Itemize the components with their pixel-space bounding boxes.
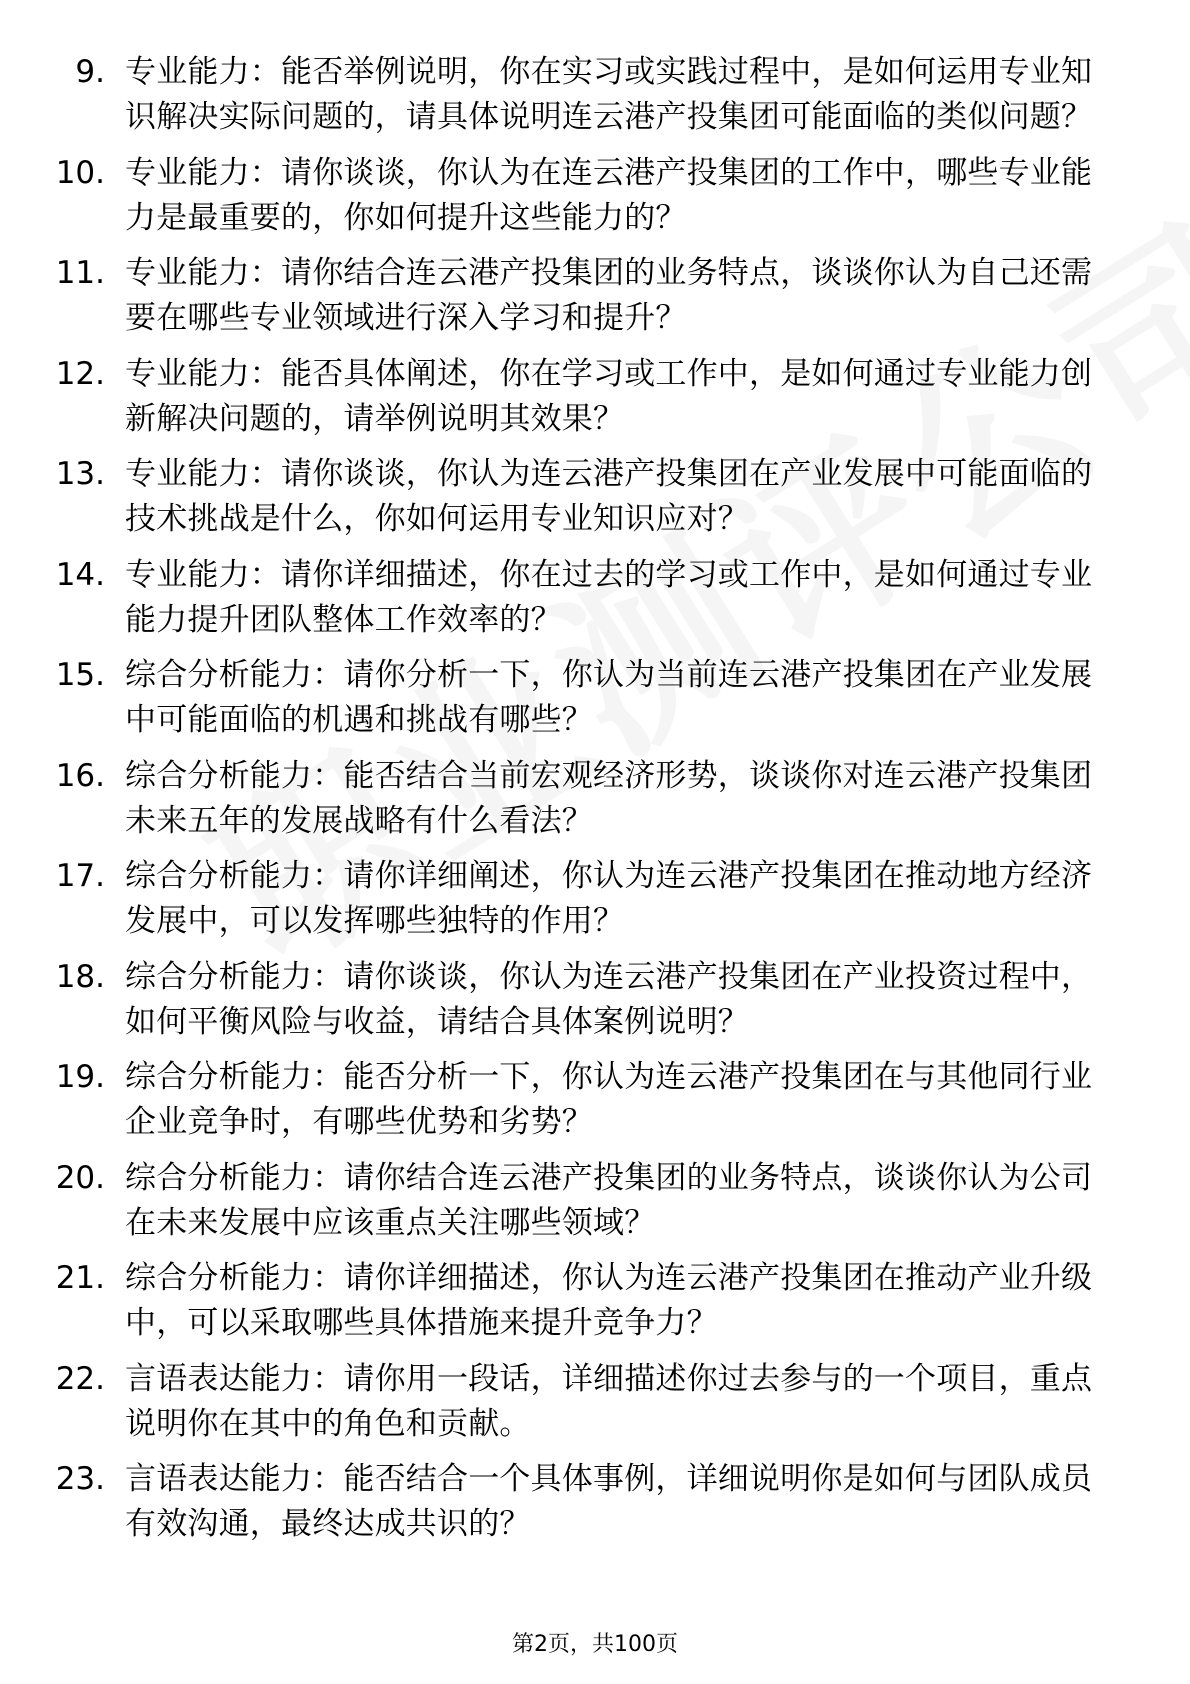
question-text: 综合分析能力：请你谈谈，你认为连云港产投集团在产业投资过程中，如何平衡风险与收益，请结合具体案例说明？ [125,958,1093,1040]
question-number: 10. [55,154,105,191]
question-text: 言语表达能力：能否结合一个具体事例，详细说明你是如何与团队成员有效沟通，最终达成共识的？ [125,1461,1093,1542]
question-item [0,1357,1190,1458]
question-text: 专业能力：请你谈谈，你认为连云港产投集团在产业发展中可能面临的技术挑战是什么，你如何运用专业知识应对？ [125,456,1093,537]
question-number: 20. [55,1159,105,1196]
question-text: 综合分析能力：请你分析一下，你认为当前连云港产投集团在产业发展中可能面临的机遇和挑战有哪些？ [125,657,1093,738]
question-item [0,1457,1190,1558]
question-number: 11. [55,255,105,291]
question-item [0,653,1190,754]
question-number: 14. [55,556,105,593]
question-text: 综合分析能力：请你详细描述，你认为连云港产投集团在推动产业升级中，可以采取哪些具体措施来提升竞争力？ [125,1260,1093,1341]
question-number: 19. [55,1059,105,1095]
page-footer [0,1630,1190,1660]
question-text: 专业能力：能否举例说明，你在实习或实践过程中，是如何运用专业知识解决实际问题的，请具体说明连云港产投集团可能面临的类似问题？ [125,54,1093,135]
question-number: 12. [55,355,105,392]
question-item [0,1156,1190,1257]
question-item [0,50,1190,151]
question-item [0,1055,1190,1156]
question-number: 21. [55,1260,105,1296]
question-text: 综合分析能力：请你结合连云港产投集团的业务特点，谈谈你认为公司在未来发展中应该重点关注哪些领域？ [125,1159,1093,1241]
question-item [0,251,1190,352]
question-item [0,754,1190,855]
question-item [0,1256,1190,1357]
question-number: 15. [55,657,105,693]
question-item [0,955,1190,1056]
question-text: 综合分析能力：能否结合当前宏观经济形势，谈谈你对连云港产投集团未来五年的发展战略有什么看法？ [125,757,1093,839]
question-text: 专业能力：请你详细描述，你在过去的学习或工作中，是如何通过专业能力提升团队整体工作效率的？ [125,556,1093,638]
page-number-label: 第2页，共100页 [512,1632,678,1657]
question-list [0,50,1190,1558]
question-item [0,452,1190,553]
question-text: 专业能力：请你结合连云港产投集团的业务特点，谈谈你认为自己还需要在哪些专业领域进行深入学习和提升？ [125,255,1093,336]
question-item [0,553,1190,654]
question-text: 专业能力：请你谈谈，你认为在连云港产投集团的工作中，哪些专业能力是最重要的，你如何提升这些能力的？ [125,154,1093,236]
question-number: 23. [55,1461,105,1497]
question-number: 13. [55,456,105,492]
question-number: 16. [55,757,105,794]
question-text: 专业能力：能否具体阐述，你在学习或工作中，是如何通过专业能力创新解决问题的，请举例说明其效果？ [125,355,1093,437]
question-item [0,352,1190,453]
question-item [0,854,1190,955]
question-number: 18. [55,958,105,995]
question-text: 言语表达能力：请你用一段话，详细描述你过去参与的一个项目，重点说明你在其中的角色和贡献。 [125,1360,1093,1442]
question-item [0,151,1190,252]
question-text: 综合分析能力：能否分析一下，你认为连云港产投集团在与其他同行业企业竞争时，有哪些优势和劣势？ [125,1059,1093,1140]
question-number: 17. [55,858,105,894]
question-text: 综合分析能力：请你详细阐述，你认为连云港产投集团在推动地方经济发展中，可以发挥哪些独特的作用？ [125,858,1093,939]
question-number: 22. [55,1360,105,1397]
question-number: 9. [75,54,105,90]
